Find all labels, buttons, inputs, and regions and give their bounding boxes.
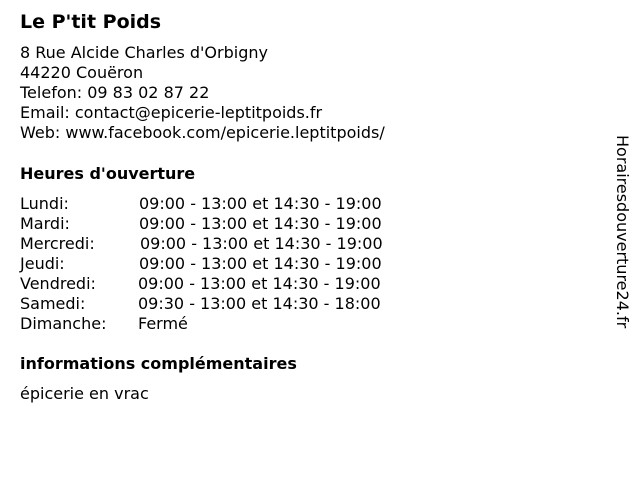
day-label: Mardi: — [20, 214, 70, 233]
hours-value: 09:00 - 13:00 et 14:30 - 19:00 — [138, 274, 381, 293]
day-label: Jeudi: — [20, 254, 65, 273]
address-street: 8 Rue Alcide Charles d'Orbigny — [20, 43, 268, 62]
day-label: Lundi: — [20, 194, 69, 213]
day-label: Samedi: — [20, 294, 86, 313]
day-label: Dimanche: — [20, 314, 107, 333]
hours-value: 09:00 - 13:00 et 14:30 - 19:00 — [139, 194, 382, 213]
phone-line: Telefon: 09 83 02 87 22 — [20, 83, 210, 102]
additional-info-heading: informations complémentaires — [20, 354, 297, 373]
hours-value: 09:00 - 13:00 et 14:30 - 19:00 — [140, 234, 383, 253]
additional-info-text: épicerie en vrac — [20, 384, 149, 403]
opening-hours-heading: Heures d'ouverture — [20, 164, 196, 183]
shop-name: Le P'tit Poids — [20, 11, 162, 33]
hours-value: 09:30 - 13:00 et 14:30 - 18:00 — [138, 294, 381, 313]
website-line: Web: www.facebook.com/epicerie.leptitpoids/ — [20, 123, 385, 142]
hours-value: Fermé — [138, 314, 188, 333]
contact-block — [20, 43, 385, 143]
address-city: 44220 Couëron — [20, 63, 144, 82]
hours-value: 09:00 - 13:00 et 14:30 - 19:00 — [139, 214, 382, 233]
hours-value: 09:00 - 13:00 et 14:30 - 19:00 — [139, 254, 382, 273]
day-label: Vendredi: — [20, 274, 96, 293]
site-watermark: Horairesdouverture24.fr — [613, 135, 632, 329]
email-line: Email: contact@epicerie-leptitpoids.fr — [20, 103, 323, 122]
day-label: Mercredi: — [20, 234, 95, 253]
